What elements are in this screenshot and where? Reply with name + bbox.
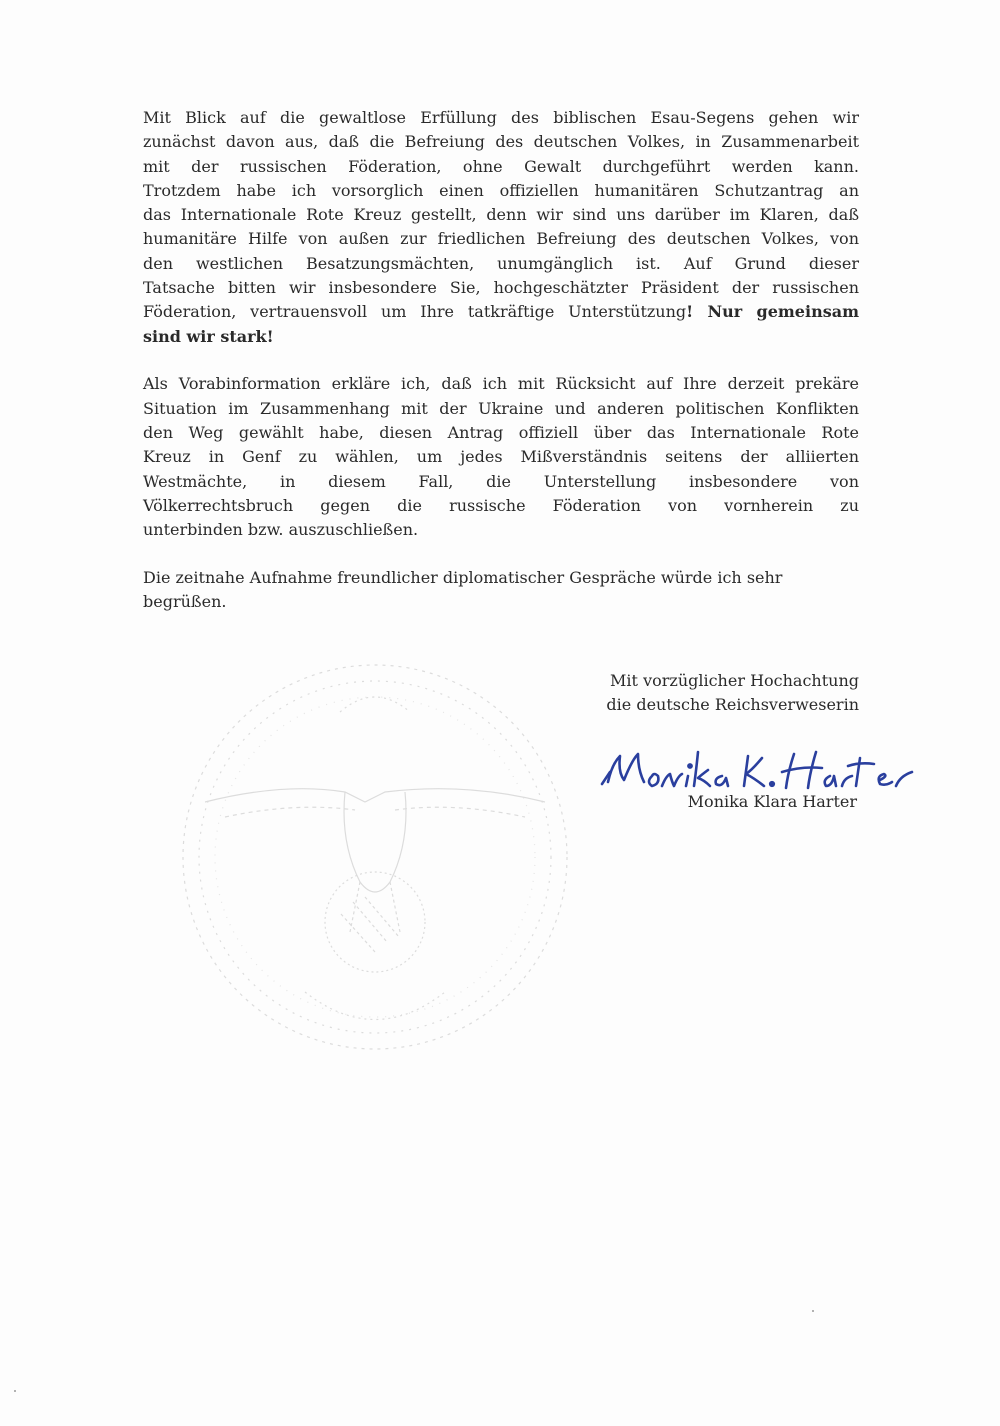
text-line: zunächst davon aus, daß die Befreiung des deutschen Volkes, in Zusammenarbeit [143,132,859,152]
text-line: den westlichen Besatzungsmächten, unumgänglich ist. Auf Grund dieser [143,253,859,273]
bold-text-line: sind wir stark! [143,326,274,346]
text-line: den Weg gewählt habe, diesen Antrag offiziell über das Internationale Rote [143,423,859,443]
closing-line: die deutsche Reichsverweserin [606,695,859,714]
text-line: mit der russischen Föderation, ohne Gewalt durchgeführt werden kann. [143,156,859,176]
embossed-seal-icon [165,652,585,1062]
text-line: Tatsache bitten wir insbesondere Sie, hochgeschätzter Präsident der russischen [143,278,859,298]
closing-salutation [606,669,859,717]
text-line: das Internationale Rote Kreuz gestellt, denn wir sind uns darüber im Klaren, daß [143,205,859,225]
signer-name: Monika Klara Harter [687,792,857,811]
text-line: Als Vorabinformation erkläre ich, daß ich mit Rücksicht auf Ihre derzeit prekäre [143,374,859,394]
text-segment: Föderation, vertrauensvoll um Ihre tatkräftige Unterstützung [143,302,687,322]
text-line: begrüßen. [143,592,227,612]
text-line: Trotzdem habe ich vorsorglich einen offiziellen humanitären Schutzantrag an [143,180,859,200]
text-line: Westmächte, in diesem Fall, die Unterstellung insbesondere von [143,471,859,491]
scan-speck [812,1310,814,1312]
text-line: Völkerrechtsbruch gegen die russische Föderation von vornherein zu [143,495,859,515]
text-line: Situation im Zusammenhang mit der Ukraine und anderen politischen Konflikten [143,398,859,418]
text-line: Die zeitnahe Aufnahme freundlicher diplomatischer Gespräche würde ich sehr [143,568,783,588]
text-line: humanitäre Hilfe von außen zur friedlichen Befreiung des deutschen Volkes, von [143,229,859,249]
letter-body [143,106,859,615]
text-line [143,300,859,324]
paragraph-diplomatic-talks [143,566,859,615]
scan-speck [14,1390,16,1392]
paragraph-preinformation [143,372,859,542]
text-line: unterbinden bzw. auszuschließen. [143,520,419,540]
text-line: Kreuz in Genf zu wählen, um jedes Mißverständnis seitens der alliierten [143,447,859,467]
bold-text-segment: ! Nur gemeinsam [686,302,859,322]
closing-line: Mit vorzüglicher Hochachtung [610,671,859,690]
text-line: Mit Blick auf die gewaltlose Erfüllung des biblischen Esau-Segens gehen wir [143,108,859,127]
paragraph-request [143,106,859,349]
